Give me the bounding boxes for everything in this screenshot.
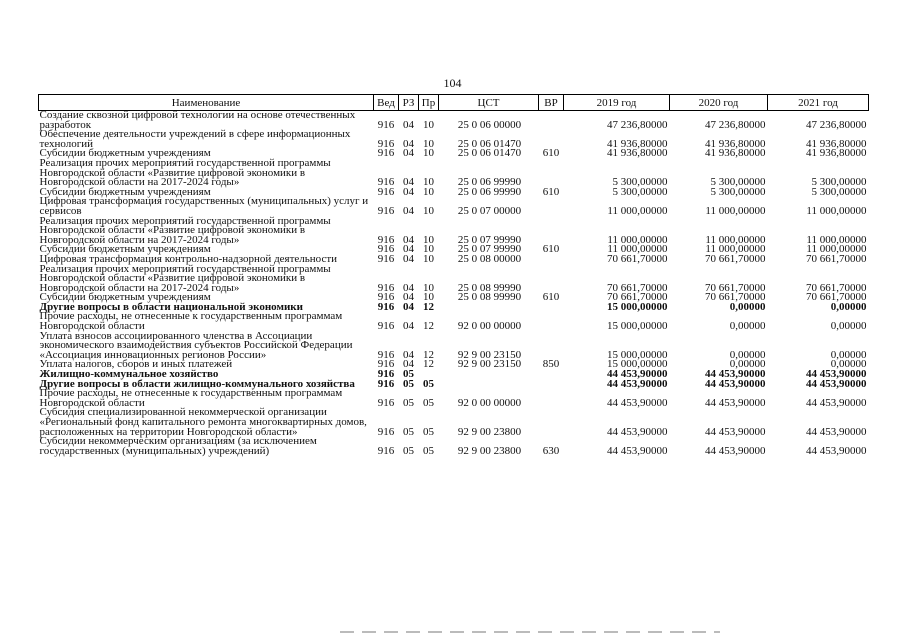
- cell-pr: 10: [423, 281, 434, 294]
- cell-cst: 25 0 06 01470: [457, 137, 522, 150]
- cell-2021: 44 453,90000: [806, 425, 867, 438]
- header-2020: 2020 год: [670, 95, 768, 111]
- cell-pr: 12: [423, 320, 434, 333]
- cell-cst: 25 0 08 99990: [457, 281, 522, 294]
- cell-pr: 05: [423, 425, 434, 438]
- cell-vr: [539, 111, 564, 131]
- cell-cst: 92 0 00 00000: [457, 396, 522, 409]
- cell-name: Субсидии некоммерческим организациям (за исключением государственных (муниципальных) учреждений): [39, 435, 317, 457]
- cell-2020: 70 661,70000: [705, 252, 766, 265]
- cell-name: Цифровая трансформация государственных (муниципальных) услуг и сервисов: [39, 195, 369, 217]
- table-row: [39, 408, 869, 437]
- cell-2021: 0,00000: [830, 348, 867, 361]
- cell-rz: 04: [403, 118, 414, 131]
- cell-cst: [439, 303, 539, 313]
- cell-ved: 916: [377, 368, 395, 381]
- table-row: [39, 217, 869, 246]
- cell-vr: [539, 265, 564, 294]
- header-rz: РЗ: [399, 95, 419, 111]
- cell-2019: 47 236,80000: [607, 118, 668, 131]
- cell-2020: 0,00000: [729, 358, 766, 371]
- cell-2020: 0,00000: [729, 320, 766, 333]
- cell-2020: 70 661,70000: [705, 291, 766, 304]
- header-2019: 2019 год: [564, 95, 670, 111]
- cell-ved: 916: [377, 425, 395, 438]
- cell-2021: 70 661,70000: [806, 291, 867, 304]
- cell-vr: 850: [542, 358, 560, 371]
- cell-2021: 41 936,80000: [806, 147, 867, 160]
- cell-ved: 916: [377, 396, 395, 409]
- cell-2019: 44 453,90000: [607, 396, 668, 409]
- cell-2021: 44 453,90000: [806, 396, 867, 409]
- cell-2020: 44 453,90000: [705, 396, 766, 409]
- cell-name: Субсидия специализированной некоммерческой организации «Региональный фонд капитального ремонта многоквартирных домов, расположенных на территории Новгородской области»: [39, 406, 367, 438]
- cell-name: Субсидии бюджетным учреждениям: [39, 243, 211, 256]
- cell-cst: 25 0 08 99990: [457, 291, 522, 304]
- cell-vr: [539, 197, 564, 216]
- cell-2021: 0,00000: [830, 300, 867, 313]
- cell-pr: 10: [423, 291, 434, 304]
- cell-vr: [539, 370, 564, 380]
- cell-name: Субсидии бюджетным учреждениям: [39, 291, 211, 304]
- table-row: [39, 312, 869, 331]
- cell-2019: 70 661,70000: [607, 252, 668, 265]
- cell-ved: 916: [377, 118, 395, 131]
- cell-name: Создание сквозной цифровой технологии на основе отечественных разработок: [39, 109, 356, 131]
- cell-pr: 05: [423, 377, 434, 390]
- cell-2021: 44 453,90000: [806, 368, 867, 381]
- header-ved: Вед: [374, 95, 399, 111]
- cell-2021: 70 661,70000: [806, 252, 867, 265]
- cell-rz: 04: [403, 348, 414, 361]
- cell-2019: 15 000,00000: [607, 358, 668, 371]
- cell-name: Прочие расходы, не отнесенные к государственным программам Новгородской области: [39, 310, 343, 333]
- header-2021: 2021 год: [768, 95, 869, 111]
- cell-rz: 05: [403, 377, 414, 390]
- cell-2019: 11 000,00000: [607, 233, 668, 246]
- cell-rz: 05: [403, 368, 414, 381]
- cell-2019: 11 000,00000: [607, 204, 668, 217]
- cell-rz: 04: [403, 358, 414, 371]
- table-row: [39, 197, 869, 216]
- cell-vr: [539, 303, 564, 313]
- cell-rz: 04: [403, 252, 414, 265]
- cell-pr: 10: [423, 243, 434, 256]
- cell-pr: 10: [423, 204, 434, 217]
- cell-ved: 916: [377, 243, 395, 256]
- cell-name: Обеспечение деятельности учреждений в сфере информационных технологий: [39, 128, 351, 150]
- cell-2019: 11 000,00000: [607, 243, 668, 256]
- cell-2021: 44 453,90000: [806, 377, 867, 390]
- cell-rz: 04: [403, 137, 414, 150]
- cell-ved: 916: [377, 291, 395, 304]
- cell-2021: 5 300,00000: [811, 176, 867, 189]
- cell-name: Другие вопросы в области жилищно-коммунального хозяйства: [39, 377, 355, 390]
- cell-2019: 44 453,90000: [607, 368, 668, 381]
- cell-pr: 10: [423, 118, 434, 131]
- cell-rz: 04: [403, 147, 414, 160]
- cell-2021: 11 000,00000: [806, 233, 867, 246]
- cell-cst: 25 0 07 00000: [457, 204, 522, 217]
- cell-2020: 44 453,90000: [705, 444, 766, 457]
- cell-ved: 916: [377, 176, 395, 189]
- cell-rz: 05: [403, 425, 414, 438]
- budget-table: [38, 94, 869, 456]
- cell-rz: 04: [403, 281, 414, 294]
- cell-name: Другие вопросы в области национальной экономики: [39, 300, 303, 313]
- cell-cst: 25 0 07 99990: [457, 233, 522, 246]
- cell-ved: 916: [377, 281, 395, 294]
- cell-pr: 12: [423, 300, 434, 313]
- cell-rz: 04: [403, 176, 414, 189]
- cell-rz: 04: [403, 300, 414, 313]
- cell-pr: 05: [423, 396, 434, 409]
- cell-cst: [439, 370, 539, 380]
- cell-rz: 04: [403, 320, 414, 333]
- cell-rz: 04: [403, 185, 414, 198]
- cell-pr: 12: [423, 348, 434, 361]
- cell-cst: 25 0 06 99990: [457, 176, 522, 189]
- cell-2020: 44 453,90000: [705, 377, 766, 390]
- cell-2020: 41 936,80000: [705, 147, 766, 160]
- cell-rz: 04: [403, 291, 414, 304]
- cell-ved: 916: [377, 300, 395, 313]
- cell-vr: [539, 312, 564, 331]
- cell-vr: 630: [542, 444, 560, 457]
- cell-vr: [539, 159, 564, 188]
- cell-pr: 10: [423, 147, 434, 160]
- cell-rz: 04: [403, 243, 414, 256]
- cell-2019: 44 453,90000: [607, 444, 668, 457]
- cell-2019: 41 936,80000: [607, 147, 668, 160]
- table-row: [39, 265, 869, 294]
- cell-vr: 610: [542, 147, 560, 160]
- cell-cst: 92 9 00 23150: [457, 348, 522, 361]
- cell-cst: 25 0 06 01470: [457, 147, 522, 160]
- cell-cst: [439, 380, 539, 390]
- cell-name: Уплата налогов, сборов и иных платежей: [39, 358, 233, 371]
- cell-2021: 47 236,80000: [806, 118, 867, 131]
- cell-2021: 0,00000: [830, 358, 867, 371]
- cell-2020: 47 236,80000: [705, 118, 766, 131]
- cell-rz: 04: [403, 204, 414, 217]
- cell-vr: [539, 408, 564, 437]
- cell-ved: 916: [377, 348, 395, 361]
- cell-2021: 5 300,00000: [811, 185, 867, 198]
- cell-vr: 610: [542, 243, 560, 256]
- cell-2020: 70 661,70000: [705, 281, 766, 294]
- cell-2020: 11 000,00000: [705, 204, 766, 217]
- cell-cst: 25 0 07 99990: [457, 243, 522, 256]
- cell-cst: 25 0 06 99990: [457, 185, 522, 198]
- cell-cst: 92 0 00 00000: [457, 320, 522, 333]
- cell-name: Субсидии бюджетным учреждениям: [39, 185, 211, 198]
- cell-pr: 10: [423, 176, 434, 189]
- cell-2019: 70 661,70000: [607, 291, 668, 304]
- cell-ved: 916: [377, 233, 395, 246]
- cell-pr: 10: [423, 137, 434, 150]
- cell-rz: 04: [403, 233, 414, 246]
- cell-name: Цифровая трансформация контрольно-надзорной деятельности: [39, 252, 338, 265]
- cell-2020: 0,00000: [729, 348, 766, 361]
- cell-pr: 10: [423, 185, 434, 198]
- cell-2020: 44 453,90000: [705, 425, 766, 438]
- cell-cst: 92 9 00 23150: [457, 358, 522, 371]
- cell-cst: 92 9 00 23800: [457, 444, 522, 457]
- cell-2020: 11 000,00000: [705, 233, 766, 246]
- cell-ved: 916: [377, 185, 395, 198]
- cell-cst: 25 0 08 00000: [457, 252, 522, 265]
- cell-2019: 5 300,00000: [612, 185, 668, 198]
- cell-2021: 70 661,70000: [806, 281, 867, 294]
- cell-2020: 5 300,00000: [710, 176, 766, 189]
- cell-name: Жилищно-коммунальное хозяйство: [39, 368, 219, 381]
- cell-vr: [539, 332, 564, 361]
- cell-2021: 44 453,90000: [806, 444, 867, 457]
- cell-2021: 0,00000: [830, 320, 867, 333]
- cell-2020: 41 936,80000: [705, 137, 766, 150]
- cell-2020: 0,00000: [729, 300, 766, 313]
- scan-artifact: [340, 631, 720, 633]
- cell-vr: 610: [542, 185, 560, 198]
- header-vr: ВР: [539, 95, 564, 111]
- cell-ved: 916: [377, 147, 395, 160]
- table-row: [39, 332, 869, 361]
- cell-vr: 610: [542, 291, 560, 304]
- header-cst: ЦСТ: [439, 95, 539, 111]
- cell-pr: 05: [423, 444, 434, 457]
- cell-name: Реализация прочих мероприятий государственной программы Новгородской области «Развитие цифровой экономики в Новгородской области на 2017-2024 годы»: [39, 262, 331, 294]
- cell-2019: 15 000,00000: [607, 320, 668, 333]
- cell-2019: 44 453,90000: [607, 377, 668, 390]
- cell-2019: 70 661,70000: [607, 281, 668, 294]
- cell-rz: 05: [403, 444, 414, 457]
- table-row: [39, 159, 869, 188]
- cell-2019: 15 000,00000: [607, 300, 668, 313]
- cell-name: Прочие расходы, не отнесенные к государственным программам Новгородской области: [39, 387, 343, 409]
- cell-ved: 916: [377, 137, 395, 150]
- cell-2019: 5 300,00000: [612, 176, 668, 189]
- cell-name: Субсидии бюджетным учреждениям: [39, 147, 211, 160]
- page-number: 104: [443, 76, 462, 90]
- cell-2019: 15 000,00000: [607, 348, 668, 361]
- cell-pr: 10: [423, 233, 434, 246]
- cell-2020: 5 300,00000: [710, 185, 766, 198]
- cell-2021: 11 000,00000: [806, 204, 867, 217]
- header-name: Наименование: [39, 95, 374, 111]
- cell-2020: 44 453,90000: [705, 368, 766, 381]
- cell-pr: 12: [423, 358, 434, 371]
- cell-vr: [539, 380, 564, 390]
- header-pr: Пр: [419, 95, 439, 111]
- cell-2021: 41 936,80000: [806, 137, 867, 150]
- table-row: [39, 437, 869, 456]
- cell-cst: 92 9 00 23800: [457, 425, 522, 438]
- cell-ved: 916: [377, 204, 395, 217]
- cell-rz: 05: [403, 396, 414, 409]
- cell-ved: 916: [377, 358, 395, 371]
- cell-ved: 916: [377, 377, 395, 390]
- cell-vr: [539, 255, 564, 265]
- cell-name: Реализация прочих мероприятий государственной программы Новгородской области «Развитие цифровой экономики в Новгородской области на 2017-2024 годы»: [39, 214, 331, 246]
- cell-cst: 25 0 06 00000: [457, 118, 522, 131]
- cell-ved: 916: [377, 444, 395, 457]
- cell-pr: 10: [423, 252, 434, 265]
- cell-2020: 11 000,00000: [705, 243, 766, 256]
- cell-ved: 916: [377, 320, 395, 333]
- cell-vr: [539, 389, 564, 408]
- cell-2021: 11 000,00000: [806, 243, 867, 256]
- cell-2019: 44 453,90000: [607, 425, 668, 438]
- table-body: [39, 111, 869, 457]
- cell-name: Уплата взносов ассоциированного членства в Ассоциации экономического взаимодействия субъектов Российской Федерации «Ассоциация инновационных регионов России»: [39, 329, 353, 361]
- cell-ved: 916: [377, 252, 395, 265]
- cell-vr: [539, 217, 564, 246]
- cell-name: Реализация прочих мероприятий государственной программы Новгородской области «Развитие цифровой экономики в Новгородской области на 2017-2024 годы»: [39, 156, 331, 189]
- cell-2019: 41 936,80000: [607, 137, 668, 150]
